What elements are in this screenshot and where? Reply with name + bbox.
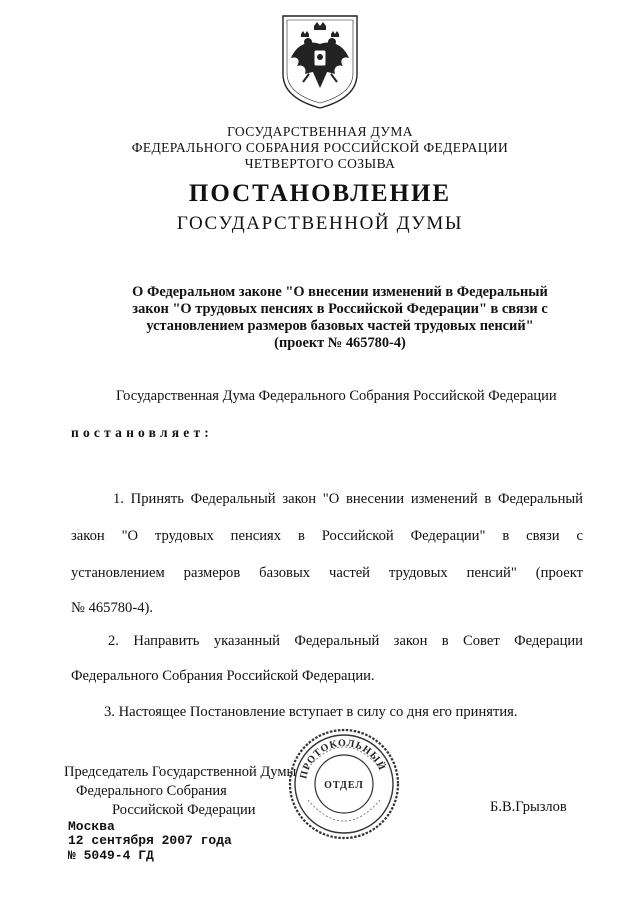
paragraph-line: 3. Настоящее Постановление вступает в силу со дня его принятия.	[104, 704, 518, 720]
intro-text: Государственная Дума Федерального Собрания Российской Федерации	[116, 388, 557, 404]
subject-line: (проект № 465780-4)	[274, 335, 406, 351]
subject-line: установлением размеров базовых частей трудовых пенсий"	[146, 318, 534, 334]
paragraph-line: 2. Направить указанный Федеральный закон в Совет Федерации	[108, 633, 583, 649]
paragraph-line: № 465780-4).	[71, 600, 154, 616]
signatory-title-line: Федерального Собрания	[76, 783, 227, 799]
document-subject	[90, 284, 590, 352]
header-line-duma: ГОСУДАРСТВЕННАЯ ДУМА	[227, 124, 413, 139]
paragraph-line: закон "О трудовых пенсиях в Российской Федерации" в связи с	[71, 528, 583, 544]
subject-line: О Федеральном законе "О внесении изменений в Федеральный	[132, 284, 548, 300]
seal-center-text: ОТДЕЛ	[324, 780, 364, 791]
signatory-title-line: Председатель Государственной Думы	[64, 764, 297, 780]
signatory-title	[64, 763, 296, 820]
city: Москва	[68, 819, 115, 834]
document-number: № 5049-4 ГД	[68, 848, 154, 863]
header-line-assembly: ФЕДЕРАЛЬНОГО СОБРАНИЯ РОССИЙСКОЙ ФЕДЕРАЦИИ	[131, 140, 509, 155]
signatory-title-line: Российской Федерации	[112, 802, 256, 818]
seal-ring-text: ПРОТОКОЛЬНЫЙ	[298, 737, 388, 780]
date: 12 сентября 2007 года	[68, 833, 232, 848]
document-subtitle: ГОСУДАРСТВЕННОЙ ДУМЫ	[176, 213, 464, 234]
paragraph-line: Федерального Собрания Российской Федерации.	[71, 668, 375, 684]
coat-of-arms-icon	[279, 14, 361, 110]
paragraph-line: 1. Принять Федеральный закон "О внесении изменений в Федеральный	[113, 491, 583, 507]
paragraph-line: установлением размеров базовых частей трудовых пенсий" (проект	[71, 565, 583, 581]
svg-text:ПРОТОКОЛЬНЫЙ	[298, 738, 388, 780]
decrees-word: постановляет:	[71, 425, 213, 440]
subject-line: закон "О трудовых пенсиях в Российской Федерации" в связи с	[132, 301, 548, 317]
signatory-name: Б.В.Грызлов	[490, 799, 567, 815]
header-line-convocation: ЧЕТВЕРТОГО СОЗЫВА	[244, 156, 396, 171]
document-title: ПОСТАНОВЛЕНИЕ	[188, 180, 452, 207]
stamp-seal	[288, 728, 400, 840]
